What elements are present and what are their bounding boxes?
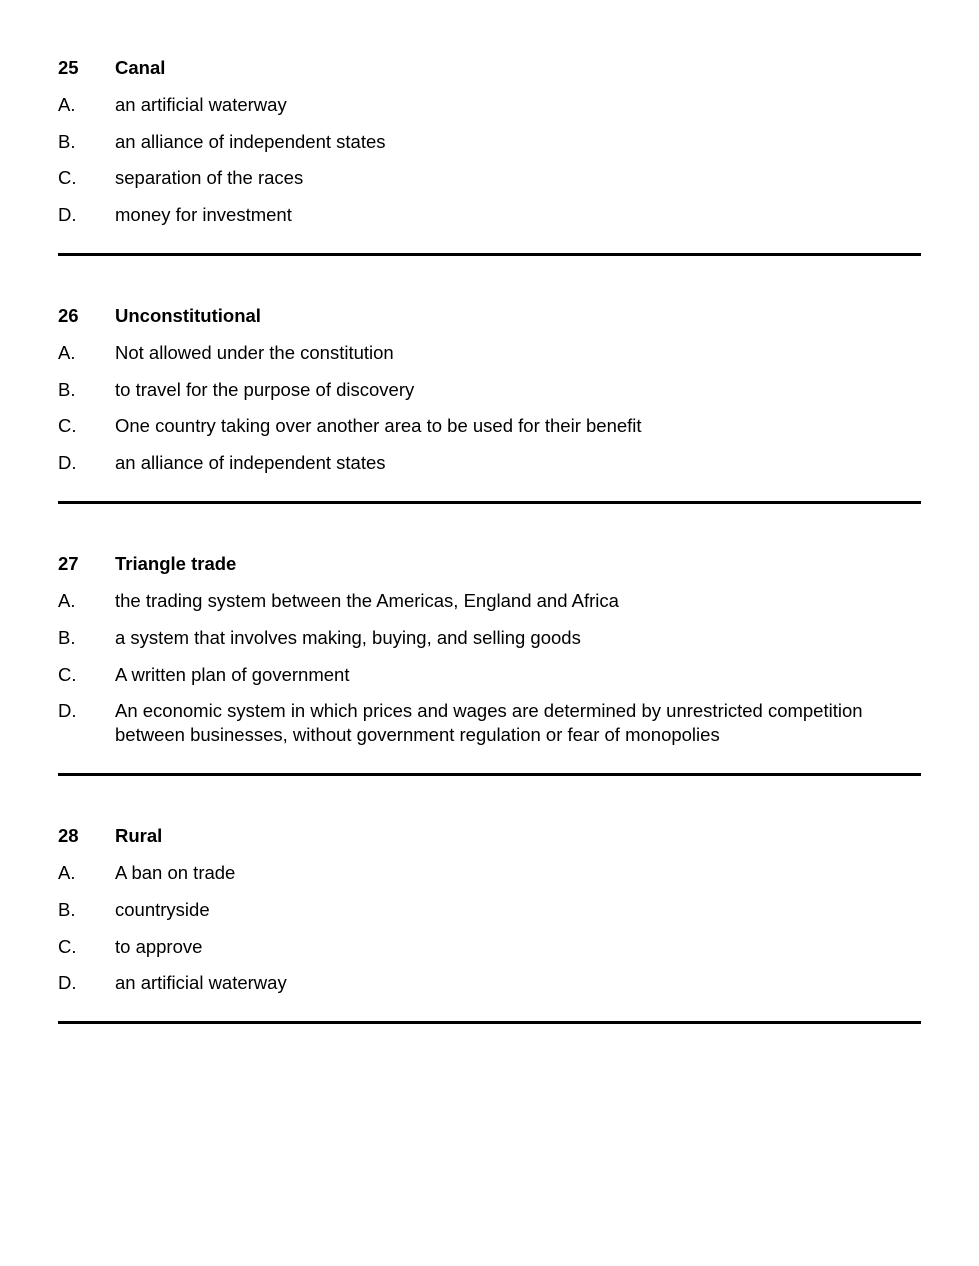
- option-text: an alliance of independent states: [115, 452, 386, 474]
- quiz-page: [58, 56, 921, 1072]
- answer-option-a: [58, 861, 921, 885]
- option-text: A ban on trade: [115, 862, 236, 884]
- option-text: A written plan of government: [115, 663, 350, 685]
- option-text: a system that involves making, buying, and selling goods: [115, 626, 581, 648]
- question-divider: [58, 1021, 921, 1024]
- answer-option-d: [58, 203, 921, 227]
- option-letter: C.: [58, 935, 77, 957]
- question-term: Triangle trade: [115, 553, 237, 575]
- question-divider: [58, 773, 921, 776]
- answer-option-a: [58, 589, 921, 613]
- question-header: [58, 824, 921, 848]
- option-letter: D.: [58, 700, 77, 722]
- question-divider: [58, 501, 921, 504]
- answer-option-c: [58, 414, 921, 438]
- answer-option-c: [58, 166, 921, 190]
- option-letter: B.: [58, 626, 76, 648]
- answer-option-b: [58, 898, 921, 922]
- option-letter: C.: [58, 167, 77, 189]
- option-letter: A.: [58, 94, 76, 115]
- answer-option-b: [58, 378, 921, 402]
- option-text: separation of the races: [115, 167, 304, 189]
- answer-option-b: [58, 130, 921, 154]
- option-text: an artificial waterway: [115, 972, 287, 994]
- question-header: [58, 304, 921, 328]
- option-text: an alliance of independent states: [115, 130, 386, 152]
- question-28: [58, 824, 921, 1024]
- option-letter: A.: [58, 862, 76, 884]
- answer-option-c: [58, 663, 921, 687]
- option-text: to travel for the purpose of discovery: [115, 378, 415, 400]
- option-text: the trading system between the Americas, England and Africa: [115, 590, 619, 612]
- option-letter: D.: [58, 972, 77, 994]
- answer-option-b: [58, 626, 921, 650]
- option-letter: B.: [58, 898, 76, 920]
- option-text: to approve: [115, 935, 203, 957]
- answer-option-c: [58, 935, 921, 959]
- option-letter: A.: [58, 342, 76, 364]
- option-letter: D.: [58, 204, 77, 226]
- question-number: 28: [58, 825, 79, 847]
- question-number: 25: [58, 57, 79, 78]
- question-divider: [58, 253, 921, 256]
- question-term: Canal: [115, 57, 166, 78]
- question-number: 26: [58, 305, 79, 327]
- question-number: 27: [58, 553, 79, 575]
- option-text: an artificial waterway: [115, 94, 287, 115]
- option-letter: C.: [58, 415, 77, 437]
- question-header: [58, 552, 921, 576]
- question-header: [58, 56, 921, 80]
- answer-option-d: [58, 699, 921, 747]
- option-letter: B.: [58, 378, 76, 400]
- answer-option-d: [58, 971, 921, 995]
- question-term: Unconstitutional: [115, 305, 261, 327]
- question-25: [58, 56, 921, 256]
- answer-option-d: [58, 451, 921, 475]
- question-27: [58, 552, 921, 776]
- option-letter: D.: [58, 452, 77, 474]
- option-text: countryside: [115, 898, 210, 920]
- option-text: An economic system in which prices and wages are determined by unrestricted competition between businesses, without government regulation or fear of monopolies: [115, 700, 863, 746]
- option-text: One country taking over another area to be used for their benefit: [115, 415, 642, 437]
- option-letter: A.: [58, 590, 76, 612]
- option-letter: B.: [58, 130, 76, 152]
- option-text: money for investment: [115, 204, 292, 226]
- question-26: [58, 304, 921, 504]
- answer-option-a: [58, 93, 921, 117]
- answer-option-a: [58, 341, 921, 365]
- option-letter: C.: [58, 663, 77, 685]
- option-text: Not allowed under the constitution: [115, 342, 394, 364]
- question-term: Rural: [115, 825, 163, 847]
